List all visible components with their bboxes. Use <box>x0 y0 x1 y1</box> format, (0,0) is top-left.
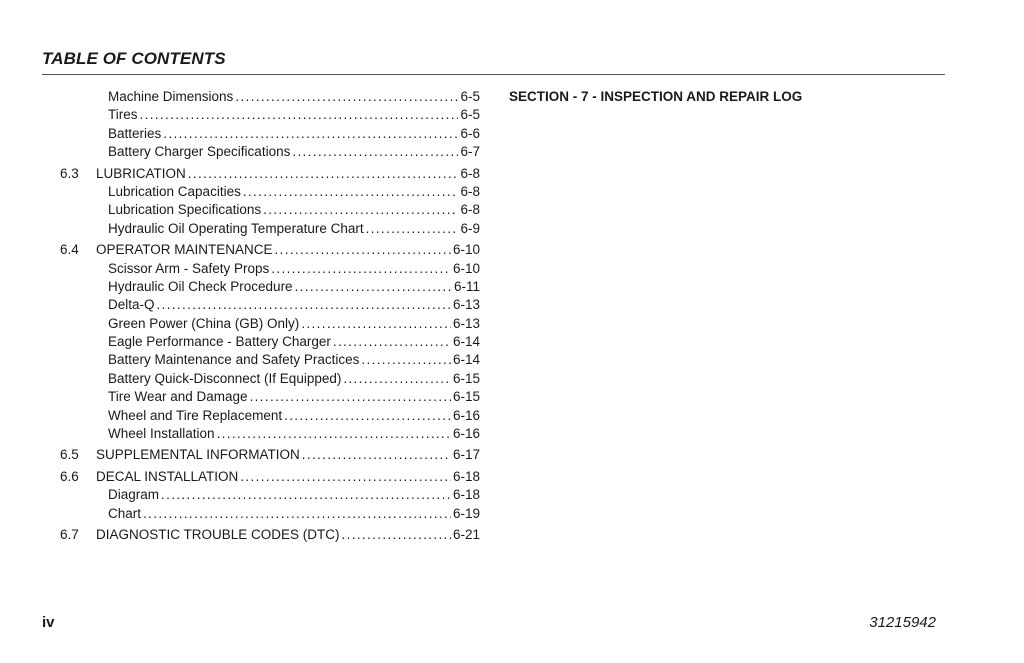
toc-entry-line <box>96 446 480 464</box>
toc-subsection-entry[interactable] <box>60 370 480 388</box>
dot-leader <box>361 351 451 369</box>
toc-entry-page: 6-9 <box>460 220 480 236</box>
toc-subsection-entry[interactable] <box>60 407 480 425</box>
toc-subsection-entry[interactable] <box>60 505 480 523</box>
toc-entry-page: 6-10 <box>452 260 480 276</box>
toc-entry-page: 6-13 <box>452 297 480 313</box>
toc-entry-line <box>108 278 480 296</box>
toc-subsection-entry[interactable] <box>60 315 480 333</box>
toc-entry-label: Tires <box>108 107 138 123</box>
toc-entry-label: Battery Charger Specifications <box>108 144 291 160</box>
toc-section-entry[interactable] <box>60 165 480 183</box>
toc-entry-line <box>108 351 480 369</box>
toc-entry-line <box>108 260 480 278</box>
dot-leader <box>333 333 451 351</box>
dot-leader <box>240 468 451 486</box>
title-divider <box>42 74 945 75</box>
toc-entry-label: Wheel and Tire Replacement <box>108 407 283 423</box>
dot-leader <box>343 370 451 388</box>
toc-entry-line <box>108 143 480 161</box>
dot-leader <box>243 183 459 201</box>
dot-leader <box>366 220 459 238</box>
dot-leader <box>295 278 452 296</box>
toc-entry-page: 6-13 <box>452 315 480 331</box>
toc-entry-page: 6-8 <box>460 202 480 218</box>
dot-leader <box>143 505 451 523</box>
toc-entry-line <box>108 370 480 388</box>
toc-entry-line <box>108 201 480 219</box>
page-title: TABLE OF CONTENTS <box>42 49 226 68</box>
dot-leader <box>292 143 458 161</box>
toc-section-number: 6.4 <box>60 242 79 258</box>
toc-entry-line <box>96 468 480 486</box>
toc-entry-line <box>108 183 480 201</box>
toc-entry-label: Lubrication Specifications <box>108 202 262 218</box>
toc-entry-label: DIAGNOSTIC TROUBLE CODES (DTC) <box>96 526 340 542</box>
toc-entry-page: 6-16 <box>452 426 480 442</box>
toc-section-entry[interactable] <box>60 526 480 544</box>
toc-entry-page: 6-18 <box>452 468 480 484</box>
toc-subsection-entry[interactable] <box>60 333 480 351</box>
toc-subsection-entry[interactable] <box>60 88 480 106</box>
dot-leader <box>271 260 451 278</box>
dot-leader <box>188 165 459 183</box>
toc-entry-line <box>108 333 480 351</box>
toc-list <box>60 88 480 544</box>
dot-leader <box>342 526 451 544</box>
toc-entry-label: OPERATOR MAINTENANCE <box>96 242 273 258</box>
toc-entry-line <box>108 486 480 504</box>
toc-entry-label: Batteries <box>108 125 162 141</box>
dot-leader <box>140 106 459 124</box>
toc-subsection-entry[interactable] <box>60 351 480 369</box>
toc-entry-label: Battery Quick-Disconnect (If Equipped) <box>108 370 342 386</box>
toc-subsection-entry[interactable] <box>60 486 480 504</box>
toc-section-number: 6.5 <box>60 447 79 463</box>
toc-subsection-entry[interactable] <box>60 106 480 124</box>
toc-section-entry[interactable] <box>60 468 480 486</box>
toc-subsection-entry[interactable] <box>60 388 480 406</box>
toc-entry-line <box>108 88 480 106</box>
toc-entry-label: SUPPLEMENTAL INFORMATION <box>96 447 300 463</box>
toc-entry-label: Battery Maintenance and Safety Practices <box>108 352 360 368</box>
toc-entry-label: Green Power (China (GB) Only) <box>108 315 300 331</box>
toc-subsection-entry[interactable] <box>60 201 480 219</box>
toc-entry-page: 6-15 <box>452 370 480 386</box>
toc-entry-label: Wheel Installation <box>108 426 215 442</box>
toc-entry-page: 6-14 <box>452 352 480 368</box>
toc-entry-line <box>108 315 480 333</box>
section-7-heading[interactable]: SECTION - 7 - INSPECTION AND REPAIR LOG <box>509 89 803 104</box>
toc-entry-label: Delta-Q <box>108 297 155 313</box>
dot-leader <box>301 315 451 333</box>
toc-entry-page: 6-14 <box>452 334 480 350</box>
dot-leader <box>235 88 458 106</box>
toc-entry-line <box>108 407 480 425</box>
toc-subsection-entry[interactable] <box>60 143 480 161</box>
toc-subsection-entry[interactable] <box>60 220 480 238</box>
document-number: 31215942 <box>869 614 936 631</box>
toc-section-number: 6.3 <box>60 165 79 181</box>
dot-leader <box>161 486 451 504</box>
toc-entry-line <box>96 526 480 544</box>
toc-subsection-entry[interactable] <box>60 425 480 443</box>
toc-section-number: 6.7 <box>60 526 79 542</box>
toc-entry-line <box>96 241 480 259</box>
dot-leader <box>275 241 451 259</box>
toc-entry-label: Lubrication Capacities <box>108 183 241 199</box>
dot-leader <box>157 296 451 314</box>
dot-leader <box>163 125 458 143</box>
toc-entry-label: Diagram <box>108 487 160 503</box>
dot-leader <box>217 425 451 443</box>
toc-entry-label: Hydraulic Oil Check Procedure <box>108 278 293 294</box>
dot-leader <box>263 201 458 219</box>
toc-subsection-entry[interactable] <box>60 296 480 314</box>
toc-entry-page: 6-19 <box>452 505 480 521</box>
toc-entry-line <box>108 296 480 314</box>
toc-entry-page: 6-5 <box>460 107 480 123</box>
toc-entry-page: 6-11 <box>453 278 480 294</box>
dot-leader <box>250 388 451 406</box>
page-number: iv <box>42 614 55 631</box>
toc-section-entry[interactable] <box>60 241 480 259</box>
toc-entry-line <box>108 425 480 443</box>
toc-entry-page: 6-7 <box>460 144 480 160</box>
toc-entry-page: 6-5 <box>460 89 480 104</box>
toc-entry-page: 6-18 <box>452 487 480 503</box>
toc-entry-page: 6-10 <box>452 242 480 258</box>
toc-entry-label: Machine Dimensions <box>108 89 234 104</box>
toc-entry-line <box>108 125 480 143</box>
toc-entry-page: 6-6 <box>460 125 480 141</box>
toc-entry-page: 6-15 <box>452 389 480 405</box>
toc-entry-label: DECAL INSTALLATION <box>96 468 239 484</box>
toc-section-number: 6.6 <box>60 468 79 484</box>
toc-entry-line <box>108 220 480 238</box>
toc-entry-label: LUBRICATION <box>96 165 186 181</box>
toc-entry-label: Chart <box>108 505 142 521</box>
toc-entry-line <box>108 388 480 406</box>
toc-subsection-entry[interactable] <box>60 260 480 278</box>
toc-subsection-entry[interactable] <box>60 278 480 296</box>
toc-entry-page: 6-17 <box>452 447 480 463</box>
dot-leader <box>302 446 451 464</box>
toc-entry-page: 6-8 <box>460 183 480 199</box>
toc-entry-label: Scissor Arm - Safety Props <box>108 260 270 276</box>
toc-entry-label: Eagle Performance - Battery Charger <box>108 334 331 350</box>
toc-subsection-entry[interactable] <box>60 183 480 201</box>
toc-entry-page: 6-16 <box>452 407 480 423</box>
toc-entry-line <box>96 165 480 183</box>
toc-entry-page: 6-8 <box>460 165 480 181</box>
toc-entry-line <box>108 106 480 124</box>
toc-entry-line <box>108 505 480 523</box>
toc-entry-page: 6-21 <box>452 526 480 542</box>
toc-section-entry[interactable] <box>60 446 480 464</box>
toc-entry-label: Tire Wear and Damage <box>108 389 248 405</box>
dot-leader <box>284 407 451 425</box>
toc-entry-label: Hydraulic Oil Operating Temperature Chart <box>108 220 364 236</box>
toc-subsection-entry[interactable] <box>60 125 480 143</box>
